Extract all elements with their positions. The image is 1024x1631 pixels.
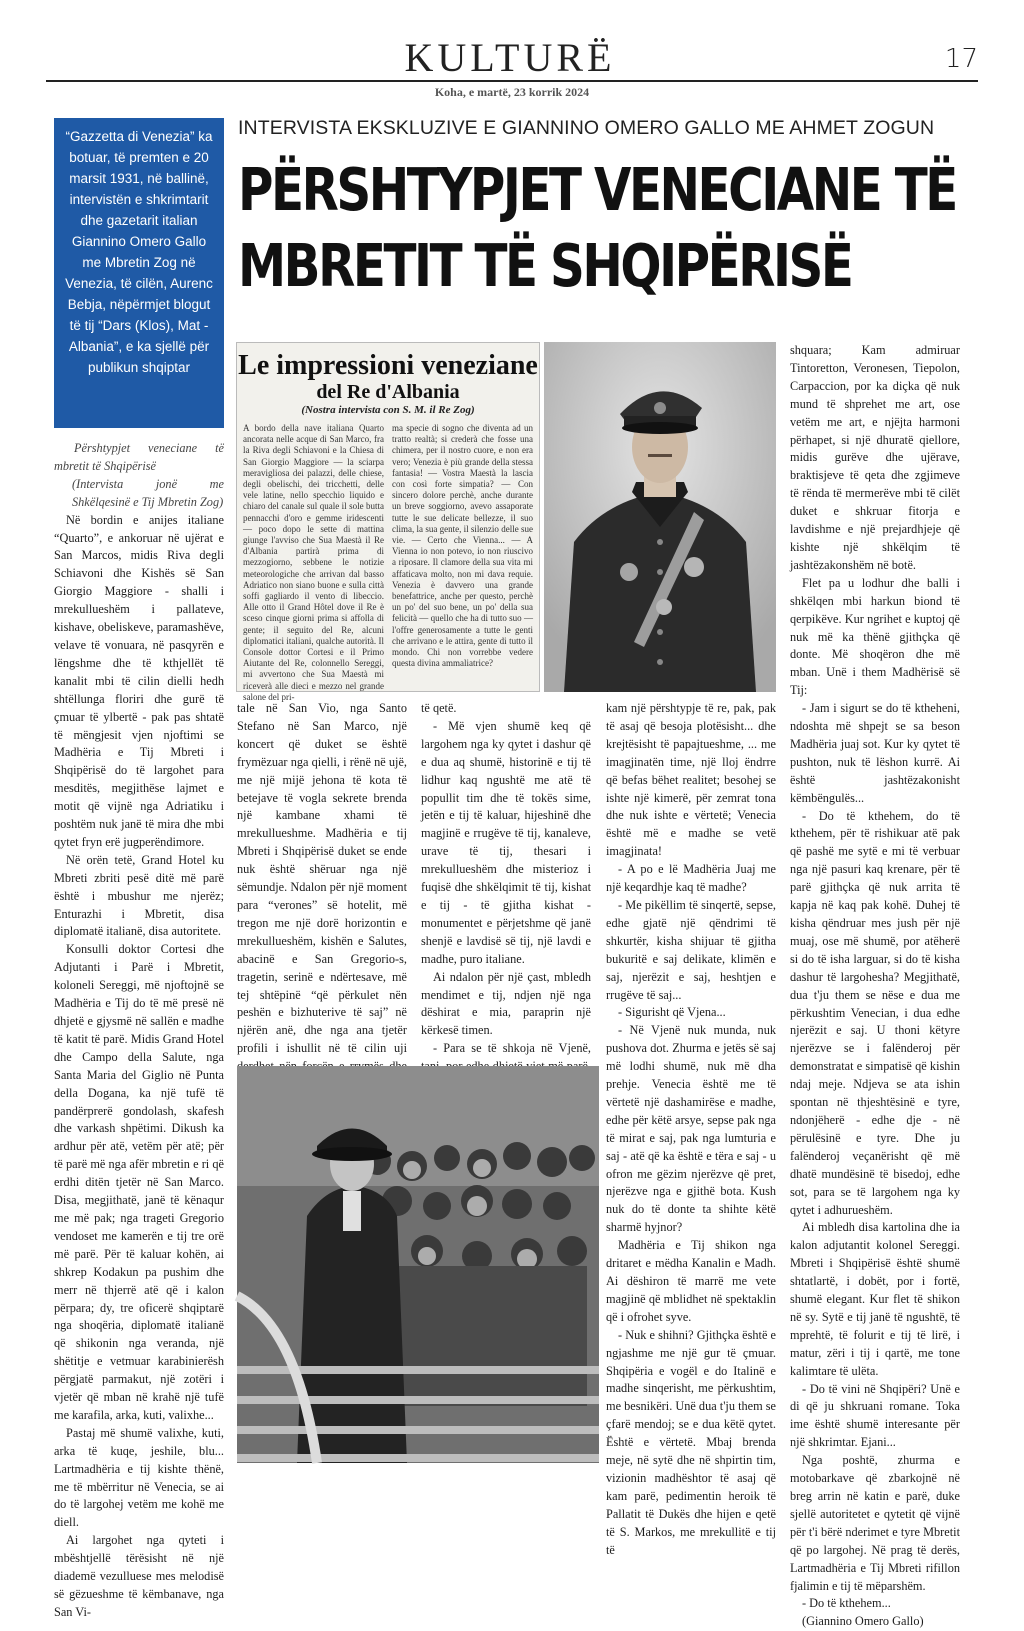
article-paragraph: - Para se të shkoja në Vjenë, [433, 1041, 591, 1056]
article-paragraph: (Giannino Omero Gallo) [802, 1614, 924, 1629]
headline-line-2: MBRETIT TË SHQIPËRISË [238, 231, 852, 300]
article-paragraph: - Do të kthehem, do të kthehem, për të rishikuar atë pak që pashë me sytë e mi të verbuar nga një pasuri kaq krenare, për të parë gjithçka që nuk arrita të kapja në kaq pak kohë. Duhej të kisha qëndruar mes jush për një muaj, ose më shumë, por atëherë si do të isha larguar, si do të kisha dashur të largohesha? Megjithatë, dua t'ju them se nëse e dua me përkushtim Venecian, i dua edhe njerëzit e saj. U thoni këtyre njerëzve se i falënderoj për demonstratat e simpatisë që kishin ndaj meje. Ndjeva se ata ishin spontan në thjeshtësinë e tyre, ndonjëherë - edhe dje - në përulësinë e tyre. Dhe ju falënderoj veçanërisht që më dhatë mundësinë të bisedoj, edhe sot, para se të largohem nga ky qytet i adhurueshëm. [790, 808, 960, 1217]
clipping-title: Le impressioni veneziane [238, 350, 538, 381]
clipping-subtitle-2: (Nostra intervista con S. M. il Re Zog) [301, 404, 475, 416]
article-paragraph: shquara; Kam admiruar Tintoretton, Veronesen, Tiepolon, Carpaccion, por ka diçka që nuk mund të shprehet me art, ose vetëm me art, e njëjta harmoni përhapet, si një dhuratë qiellore, midis gurëve dhe ujërave, braktisjeve të qeta dhe zgjimeve të rënda të mermerëve mbi të cilët duket e shkruar fitorja e lavdishme e një prejardhjeje që kishte një shkëlqim të jashtëzakonshëm në botë. [790, 343, 960, 572]
article-paragraph: kam një përshtypje të re, pak, pak të asaj që besoja plotësisht... dhe krejtësisht të papajtueshme, ... me imagjinatën time, një lloj ëndrre që befas bëhet realitet; besohej se ishte një kimerë, për zemrat tona dhe nuk ishte e vërtetë; Venecia është më e madhe se vetë imagjinata! [606, 701, 776, 859]
article-paragraph: - Do të kthehem... [802, 1596, 891, 1611]
article-paragraph: Ai mbledh disa kartolina dhe ia kalon adjutantit kolonel Sereggi. Mbreti i Shqipërisë është shumë shtatlartë, i dobët, por i fortë, shumë elegant. Kur flet të shikon në sy. Sytë e tij janë të ngushtë, të mprehtë, të folurit e tij të lirë, i matur, zëri i tij i qartë, me tone kalimtare të ulëta. [790, 1220, 960, 1378]
article-column-5 [790, 342, 960, 1629]
article-paragraph: Madhëria e Tij shikon nga dritaret e mëdha Kanalin e Madh. Ai dëshiron të marrë me vete magjinë që mblidhet në spektaklin që i ofrohet syve. [606, 1238, 776, 1324]
clipping-columns [237, 423, 539, 702]
pull-quote-box: “Gazzetta di Venezia” ka botuar, të premten e 20 marsit 1931, në ballinë, intervistën e shkrimtarit dhe gazetarit italian Giannino Omero Gallo me Mbretin Zog në Venezia, të cilën, Aurenc Bebja, nëpërmjet blogut të tij “Dars (Klos), Mat - Albania”, e ka sjellë për publikun shqiptar [54, 118, 224, 428]
article-paragraph: Ai ndalon për një çast, mbledh mendimet e tij, ndjen një nga dëshirat e mia, paraprin një kërkesë timen. [421, 969, 591, 1038]
article-paragraph: (Intervista jonë me Shkëlqesinë e Tij Mbretin Zog) [72, 476, 224, 509]
clipping-column-2: ma specie di sogno che diventa ad un tratto realtà; si crederà che fosse una chimera, per il nostro cuore, e non era vero; Venezia è più grande della stessa fantasia! — Vostra Maestà la lascia con così forte simpatia? — Con sincero dolore perchè, anche durante un breve soggiorno, avevo assaporate tutte le sue delicate bellezze, il suo clima, la sua gente, il silenzio delle sue vie. — Certo che Vienna... — A Vienna io non potevo, io non riuscivo a riposare. Il clamore della sua vita mi affaticava molto, non mi dava requie. Venezia è davvero una grande benefattrice, anche per questo, perchè un po' del suo bene, un po' della sua felicità — quello che ha di tutto suo — l'offre generosamente a tutte le genti che arrivano e le attira, gente di tutto il mondo. Chi non vorrebbe vedere questa divina ammaliatrice? [392, 423, 533, 669]
issue-date: Koha, e martë, 23 korrik 2024 [434, 85, 590, 99]
clipping-subtitle: del Re d'Albania [316, 381, 460, 403]
article-paragraph: - A po e lë Madhëria Juaj me një keqardhje kaq të madhe? [606, 862, 776, 895]
article-column-4 [606, 700, 776, 1557]
article-column-1 [54, 440, 224, 1619]
article-column-3 [421, 700, 591, 1060]
article-paragraph: tale në San Vio, nga Santo Stefano në San Marco, një koncert që duket se është frymëzuar nga qielli, i rënë në ujë, me një mijë jehona të kota të betejave të vogla sekrete brenda një kambane xhami të mrekullueshme. Madhëria e tij Mbreti i Shqipërisë duket se ende nuk është shëruar nga një sëmundje. Ndalon për një moment para “verones” së hotelit, më tregon me një dorë horizontin e mrekullueshëm, kishën e Salutes, abacinë e San Gregorio-s, tragetin, serinë e ndërtesave, më tej shtëpinë “që përkulet nën peshën e bizhuterive të saj” në njërën anë, dhe nga ana tjetër profili i ishullit në të cilin uji [237, 701, 407, 1056]
article-paragraph: - Në Vjenë nuk munda, nuk pushova dot. Zhurma e jetës së saj më lodhi shumë, nuk më dha prehje. Venecia është me të vërtetë një dashamirëse e madhe, edhe për këtë arsye, sepse pak nga të mirat e saj, pak nga lumturia e saj - atë që ka është e tëra e saj - u ofron me gëzim njerëzve që pret, njerëzve nga e gjithë bota. Kush nuk do të donte ta shihte këtë sharmë hyjnor? [606, 1023, 776, 1235]
article-paragraph: Përshtypjet veneciane të mbretit të Shqipërisë [54, 441, 224, 473]
article-paragraph: - Me pikëllim të sinqertë, sepse, edhe gjatë një qëndrimi të shkurtër, kisha shijuar të gjitha bukuritë e saj delikate, klimën e saj, njerëzit e saj, heshtjen e rrugëve të saj... [606, 897, 776, 1002]
article-paragraph: Në orën tetë, Grand Hotel ku Mbreti zbriti pesë ditë më parë është i mbushur me njerëz; Enturazhi i Mbretit, disa diplomatë italianë, disa autoritete. [54, 852, 224, 939]
section-name: KULTURË [404, 35, 616, 80]
kicker: INTERVISTA EKSKLUZIVE E GIANNINO OMERO GALLO ME AHMET ZOGUN [238, 117, 935, 139]
article-paragraph: Ai largohet nga qyteti i mbështjellë tërësisht në një diademë vezulluese mes melodisë së gëzueshme të këmbanave, nga San Vi- [54, 1533, 224, 1619]
clipping-column-1: A bordo della nave italiana Quarto ancorata nelle acque di San Marco, fra la Riva degli Schiavoni e la Chiesa di San Giorgio Maggiore — la sciarpa meravigliosa dei palazzi, delle chiese, degli obelischi, dei tricchetti, delle vele latine, nello specchio liquido e chiaro del canale sul quale il sole butta pennacchi d'oro e gemme iridescenti — poco dopo le sette di mattina giunge l'avviso che Sua Maestà il Re d'Albania partirà prima di mezzogiorno, sebbene le notizie meteorologiche che arrivan dal basso Adriatico non siano buone e sulla città soffi gagliardo il vento di libeccio. Alle otto il Grand Hôtel dove il Re è sceso cinque giorni prima si affolla di gente; il seguito del Re, alcuni diplomatici italiani, qualche autorità. Il Console dottor Cortesi e il Primo Aiutante del Re, colonnello Sereggi, mi avvertono che Sua Maestà mi riceverà alle dieci e mezzo nel grande salone del pri- [243, 423, 384, 702]
article-paragraph: - Sigurisht që Vjena... [618, 1005, 726, 1020]
article-paragraph: - Do të vini në Shqipëri? Unë e di që ju shkruani romane. Toka ime është shumë interesante për një shkrimtar. Ejani... [790, 1381, 960, 1450]
article-paragraph: - Më vjen shumë keq që largohem nga ky qytet i dashur që e dua aq shumë, historinë e tij të lidhur kaq ngushtë me atë të popullit tim dhe të tokës sime, jetën e tij të kaluar, hijeshinë dhe magjinë e rrugëve të tij, kanaleve, urave të tij, thesari i mrekullueshëm dhe misterioz i fuqisë dhe shkëlqimit të tij, kishat e tij - të gjitha kishat - monumentet e përjetshme që janë shenjë e lavdisë së tij, një lavdi e madhe, puro italiane. [421, 718, 591, 966]
article-paragraph: Në bordin e anijes italiane “Quarto”, e ankoruar në ujërat e San Marcos, midis Riva degli Schiavoni dhe Kishës së San Giorgio Maggiore - shalli i mrekullueshëm i pallateve, kishave, obeliskeve, paramashëve, velave të vonuara, në pasqyrën e lëngshme dhe të kthjellët të kanalit mbi të cilin dielli hedh shtëllunga floriri dhe gurë të çmuar të ylbertë - pak pas shtatë të mëngjesit vjen njoftimi se Madhëria e Tij Mbreti i Shqipërisë do të largohet para mesditës, megjithëse lajmet e motit që vijnë nga Adriatiku i poshtëm nuk janë të mira dhe mbi qytet fryn erë jugperëndimore. [54, 512, 224, 849]
article-paragraph: Nga poshtë, zhurma e motobarkave që zbarkojnë në breg arrin në katin e parë, duke sjellë autoritetet e qytetit që vijnë për t'i bërë nderimet e tyre Mbretit që po largohej. Në prag të derës, Lartmadhëria e Tij Mbreti rifillon fjalimin e tij të mëparshëm. [790, 1453, 960, 1593]
crowd-photo [237, 1066, 599, 1463]
article-paragraph: të qetë. [421, 701, 457, 715]
article-column-2 [237, 700, 407, 1060]
king-zog-portrait-photo [544, 342, 776, 692]
page-number: 17 [944, 44, 978, 74]
article-paragraph: Pastaj më shumë valixhe, kuti, arka të kuqe, jeshile, blu... Lartmadhëria e tij kishte thënë, me të mbërritur në Venecia, se ai do të largohej vetëm me kohë me diell. [54, 1425, 224, 1530]
portrait-illustration [544, 342, 776, 692]
article-paragraph: - Jam i sigurt se do të ktheheni, ndoshta më shpejt se sa beson Madhëria juaj sot. Kur ky qytet të pushton, nuk të lëshon kurrë. Ai është jashtëzakonisht këmbëngulës... [790, 701, 960, 805]
masthead-rule [46, 80, 978, 82]
article-paragraph: Konsulli doktor Cortesi dhe Adjutanti i Parë i Mbretit, koloneli Sereggi, më njoftojnë se Madhëria e Tij do të më presë në dhjetë e gjysmë në sallën e madhe të katit të parë. Midis Grand Hotel dhe Campo della Salute, nga Santa Maria del Giglio në Punta della Dogana, ka një tufë të pandërprerë gondolash, skafesh dhe varkash shpëtimi. Dikush ka ardhur për atë, vetëm për atë; për të parë më nga afër mbretin e ri që erdhi ditën tjetër në San Marco. Disa, megjithatë, janë të kënaqur me më pak; nga trageti Gregorio vendoset me kamerën e tij tre orë më parë. Për të kaluar kohën, ai shkrep Kodakun pa pushim dhe merr në thjerrë atë që i kalon përpara; dy, tre oficerë shqiptarë nga shoqëria, diplomatë italianë që shikonin nga veranda, një shëtitje e vetmuar karabinierësh përgjatë parmakut, një zotëri i vjetër që mban në krahë një tufë me karafila, arka, kuti, valixhe... [54, 942, 224, 1422]
headline-line-1: PËRSHTYPJET VENECIANE TË [238, 155, 956, 224]
article-paragraph: Flet pa u lodhur dhe balli i shkëlqen mbi harkun biond të qerpikëve. Kur ngrihet e kuptoj që nuk më ka thënë gjithçka që donte. Më shoqëron dhe më mban. Unë i them Madhërisë së Tij: [790, 575, 960, 698]
headline [238, 152, 992, 304]
crowd-illustration [237, 1066, 599, 1463]
article-paragraph: - Nuk e shihni? Gjithçka është e ngjashme me një gur të çmuar. Shqipëria e vogël e do Italinë e madhe sinqerisht, me përkushtim, me besnikëri. Unë dua t'ju them se çfarë mendoj; se e dua këtë qytet. Është e vërtetë. Mbaj brenda meje, në sytë dhe në shpirtin tim, vizionin madhështor të asaj që kam parë, pedimentin heroik të Pallatit të Dukës dhe hijen e qetë të S. Markos, me mrekullitë e tij të [606, 1327, 776, 1557]
masthead [0, 0, 1024, 110]
newspaper-clipping [236, 342, 540, 702]
